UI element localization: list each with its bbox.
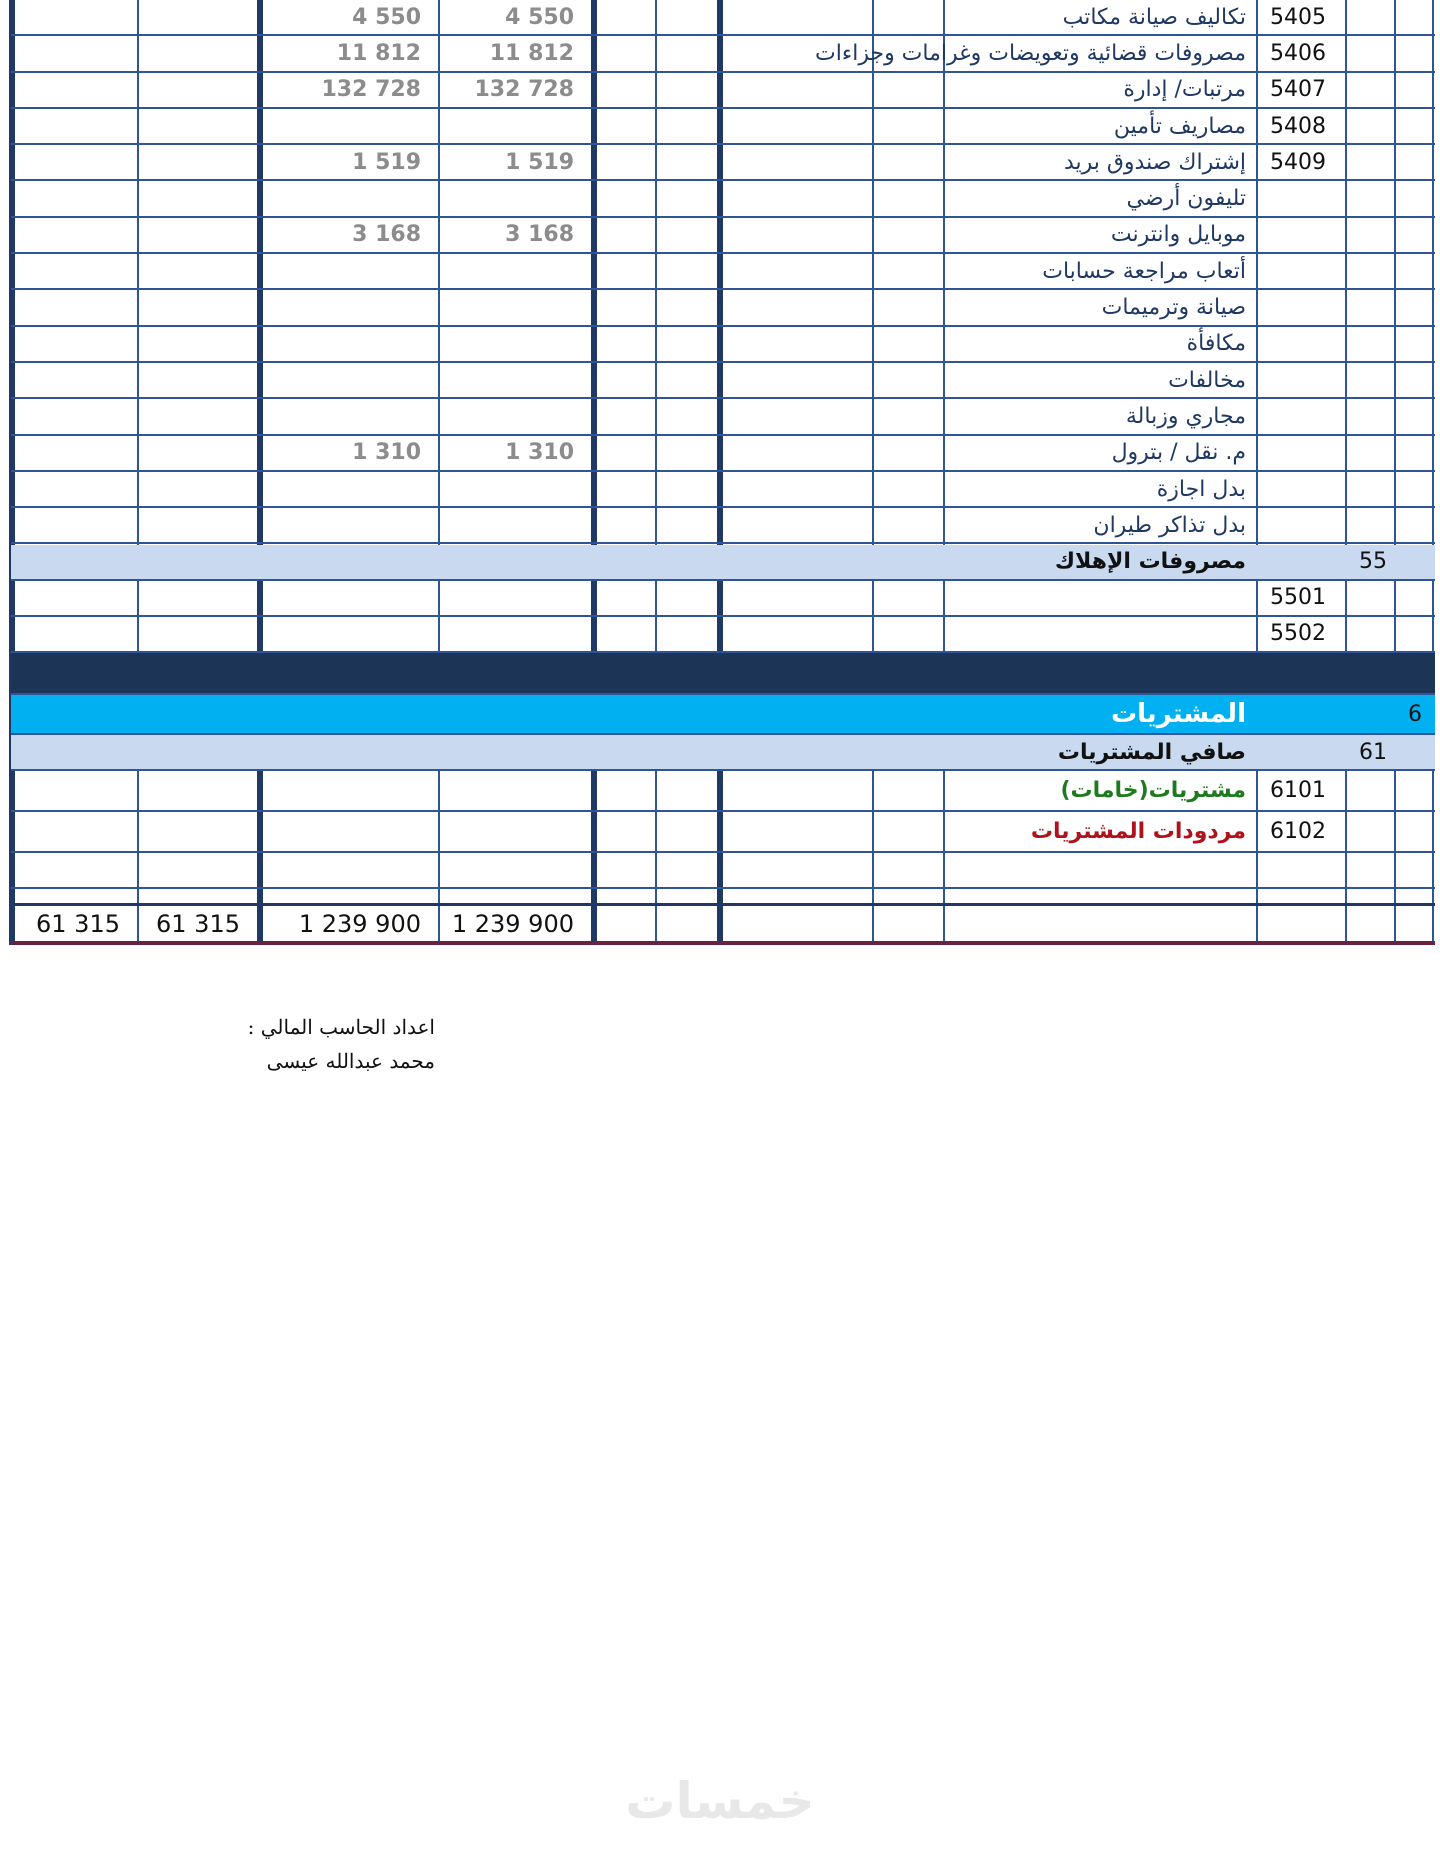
account-name-cell: مردودات المشتريات	[1030, 819, 1246, 845]
debit-movement-cell: 3 168	[505, 222, 574, 248]
credit-movement-cell	[263, 254, 438, 288]
debit-movement-cell	[440, 254, 591, 288]
class-code-cell: 6	[1408, 701, 1422, 727]
account-code-cell: 6102	[1270, 819, 1326, 845]
account-code-cell	[1258, 695, 1345, 733]
ledger-row	[11, 327, 1435, 363]
credit-movement-cell	[263, 735, 438, 769]
account-code-cell	[1258, 508, 1345, 542]
ledger-row	[11, 617, 1435, 653]
debit-movement-cell	[440, 472, 591, 506]
ledger-row	[11, 545, 1435, 581]
total-credit-balance: 61 315	[36, 909, 120, 938]
debit-movement-cell	[440, 812, 591, 851]
debit-movement-cell	[440, 771, 591, 810]
account-name-cell: مكافأة	[1186, 331, 1246, 357]
account-code-cell	[1258, 399, 1345, 433]
account-name-cell: مصروفات الإهلاك	[1054, 549, 1246, 574]
account-name-cell: بدل تذاكر طيران	[1093, 512, 1246, 538]
debit-movement-cell	[440, 653, 591, 693]
ledger-row	[11, 812, 1435, 853]
credit-movement-cell	[263, 545, 438, 579]
credit-movement-cell: 3 168	[352, 222, 421, 248]
credit-movement-cell	[263, 290, 438, 324]
credit-movement-cell	[263, 508, 438, 542]
account-code-cell	[1258, 327, 1345, 361]
account-name-cell	[945, 617, 1256, 651]
debit-movement-cell	[440, 508, 591, 542]
account-name-cell: موبايل وانترنت	[1110, 222, 1246, 248]
account-name-cell: تكاليف صيانة مكاتب	[1062, 4, 1246, 30]
account-code-cell	[1258, 254, 1345, 288]
debit-movement-cell	[440, 695, 591, 733]
credit-movement-cell	[263, 472, 438, 506]
debit-movement-cell	[440, 182, 591, 216]
ledger-row	[11, 508, 1435, 544]
account-code-cell: 5409	[1270, 149, 1326, 175]
account-name-cell: صيانة وترميمات	[1101, 295, 1246, 321]
account-name-cell: مصروفات قضائية وتعويضات وغرامات وجزاءات	[815, 40, 1246, 66]
credit-movement-cell	[263, 695, 438, 733]
debit-movement-cell: 132 728	[474, 77, 574, 103]
account-code-cell	[1258, 182, 1345, 216]
debit-movement-cell	[440, 363, 591, 397]
debit-movement-cell	[440, 327, 591, 361]
account-name-cell: إشتراك صندوق بريد	[1063, 149, 1246, 175]
ledger-row	[11, 735, 1435, 771]
credit-movement-cell: 4 550	[352, 4, 421, 30]
account-name-cell	[945, 653, 1256, 693]
credit-movement-cell	[263, 581, 438, 615]
account-name-cell	[945, 853, 1256, 887]
account-name-cell: مشتريات(خامات)	[1060, 778, 1246, 804]
credit-movement-cell	[263, 771, 438, 810]
ledger-row	[11, 109, 1435, 145]
credit-movement-cell	[263, 399, 438, 433]
account-code-cell: 5407	[1270, 77, 1326, 103]
credit-movement-cell	[263, 363, 438, 397]
account-code-cell	[1258, 545, 1345, 579]
account-code-cell	[1258, 472, 1345, 506]
account-code-cell	[1258, 735, 1345, 769]
ledger-row	[11, 0, 1435, 36]
group-code-cell: 61	[1359, 739, 1387, 765]
khamsat-watermark-logo: خمسات	[625, 1772, 815, 1830]
ledger-row	[11, 73, 1435, 109]
account-name-cell: صافي المشتريات	[1057, 739, 1246, 765]
total-debit-balance: 61 315	[156, 909, 240, 938]
ledger-row	[11, 853, 1435, 889]
account-name-cell: مخالفات	[1168, 367, 1246, 393]
account-code-cell: 5405	[1270, 4, 1326, 30]
credit-movement-cell	[263, 109, 438, 143]
prepared-by-signature	[230, 1010, 435, 1078]
ledger-row	[11, 145, 1435, 181]
debit-movement-cell	[440, 735, 591, 769]
account-code-cell	[1258, 853, 1345, 887]
ledger-row	[11, 36, 1435, 72]
ledger-row	[11, 472, 1435, 508]
prepared-by-label: اعداد الحاسب المالي :	[247, 1015, 435, 1039]
credit-movement-cell	[263, 327, 438, 361]
account-name-cell: بدل اجازة	[1156, 476, 1246, 502]
prepared-by-name: محمد عبدالله عيسى	[266, 1049, 435, 1073]
account-code-cell	[1258, 218, 1345, 252]
debit-movement-cell	[440, 617, 591, 651]
ledger-row	[11, 581, 1435, 617]
debit-movement-cell	[440, 581, 591, 615]
ledger-row	[11, 254, 1435, 290]
credit-movement-cell: 1 310	[352, 440, 421, 466]
account-code-cell: 5501	[1270, 585, 1326, 611]
account-code-cell	[1258, 363, 1345, 397]
credit-movement-cell	[263, 182, 438, 216]
ledger-row	[11, 695, 1435, 735]
ledger-row	[11, 399, 1435, 435]
credit-movement-cell	[263, 617, 438, 651]
debit-movement-cell: 1 310	[505, 440, 574, 466]
credit-movement-cell	[263, 812, 438, 851]
ledger-row	[11, 218, 1435, 254]
account-name-cell: تليفون أرضي	[1126, 186, 1246, 212]
account-name-cell: مصاريف تأمين	[1113, 113, 1246, 139]
account-code-cell: 5502	[1270, 621, 1326, 647]
account-name-cell: مجاري وزبالة	[1125, 403, 1246, 429]
account-name-cell: مرتبات/ إدارة	[1123, 77, 1246, 103]
credit-movement-cell: 1 519	[352, 149, 421, 175]
debit-movement-cell: 4 550	[505, 4, 574, 30]
debit-movement-cell	[440, 290, 591, 324]
account-name-cell: المشتريات	[1110, 699, 1246, 730]
credit-movement-cell: 11 812	[336, 40, 421, 66]
account-name-cell: أتعاب مراجعة حسابات	[1042, 258, 1246, 284]
account-name-cell	[945, 581, 1256, 615]
credit-movement-cell	[263, 853, 438, 887]
debit-movement-cell	[440, 399, 591, 433]
account-code-cell	[1258, 436, 1345, 470]
account-code-cell	[1258, 653, 1345, 693]
account-code-cell: 5408	[1270, 113, 1326, 139]
debit-movement-cell: 11 812	[489, 40, 574, 66]
total-debit-movement: 1 239 900	[451, 909, 574, 938]
ledger-row	[11, 653, 1435, 695]
account-code-cell: 5406	[1270, 40, 1326, 66]
credit-movement-cell: 132 728	[321, 77, 421, 103]
ledger-row	[11, 771, 1435, 812]
account-code-cell: 6101	[1270, 778, 1326, 804]
debit-movement-cell: 1 519	[505, 149, 574, 175]
ledger-row	[11, 436, 1435, 472]
ledger-row	[11, 363, 1435, 399]
total-credit-movement: 1 239 900	[298, 909, 421, 938]
credit-movement-cell	[263, 653, 438, 693]
totals-row	[11, 903, 1435, 945]
group-code-cell: 55	[1359, 549, 1387, 574]
ledger-row	[11, 290, 1435, 326]
debit-movement-cell	[440, 109, 591, 143]
ledger-row	[11, 182, 1435, 218]
account-code-cell	[1258, 290, 1345, 324]
debit-movement-cell	[440, 853, 591, 887]
account-name-cell: م. نقل / بترول	[1111, 440, 1246, 466]
debit-movement-cell	[440, 545, 591, 579]
